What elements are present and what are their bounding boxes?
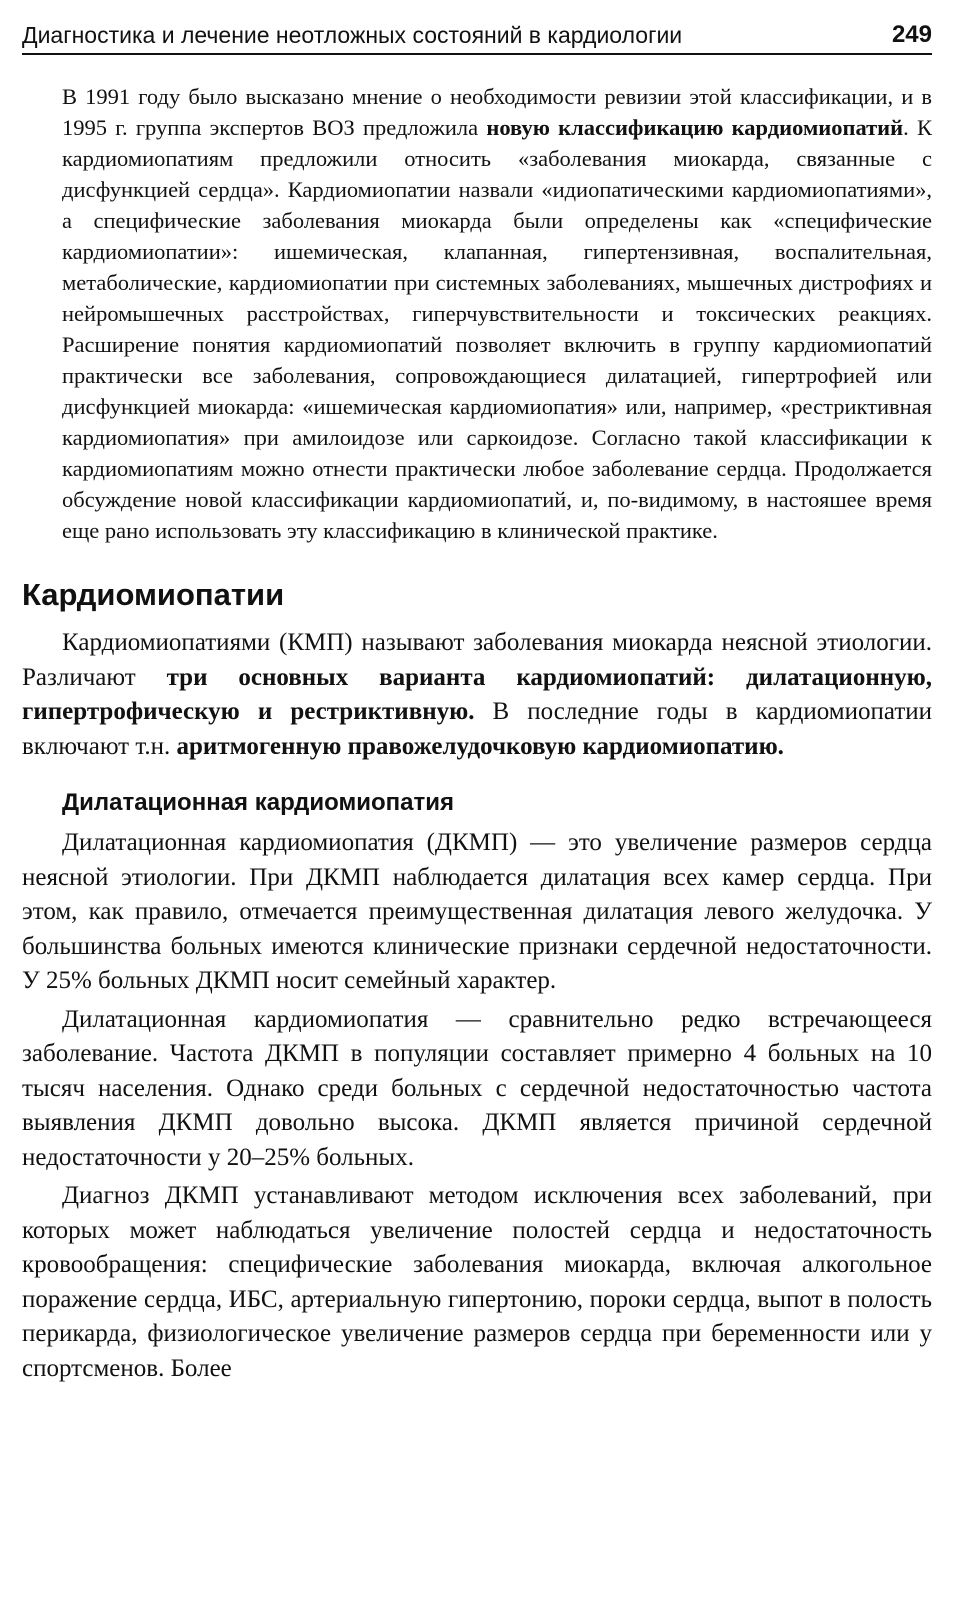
intro-text-part2: . К кардиомиопатиям предложили относить «заболевания миокарда, связанные с дисфункцией сердца». Кардиомиопатии назвали «идиопатическими кардиомиопатиями», а специфические заболевания миокарда были определены как «специфические кардиомиопатии»: ишемическая, клапанная, гипертензивная, воспалительная, метаболические, кардиомиопатии при системных заболеваниях, мышечных дистрофиях и нейромышечных расстройствах, гиперчувствительности и токсических реакциях. Расширение понятия кардиомиопатий позволяет включить в группу кардиомиопатий практически все заболевания, сопровождающиеся дилатацией, гипертрофией или дисфункцией миокарда: «ишемическая кардиомиопатия» или, например, «рестриктивная кардиомиопатия» при амилоидозе или саркоидозе. Согласно такой классификации к кардиомиопатиям можно отнести практически любое заболевание сердца. Продолжается обсуждение новой классификации кардиомиопатий, и, по-видимому, в настояшее время еще рано использовать эту классификацию в клинической практике. [62, 115, 932, 543]
running-head-title: Диагностика и лечение неотложных состояний в кардиологии [22, 22, 683, 48]
subsection-paragraph-3: Диагноз ДКМП устанавливают методом исключения всех заболеваний, при которых может наблюдаться увеличение полостей сердца и недостаточность кровообращения: специфические заболевания миокарда, включая алкогольное поражение сердца, ИБС, артериальную гипертонию, пороки сердца, выпот в полость перикарда, физиологическое увеличение размеров сердца при беременности или у спортсменов. Более [22, 1182, 932, 1382]
section-bold-variants: три основных варианта кардиомиопатий: дилатационную, гипертрофическую и рестриктивную. [22, 663, 933, 725]
subsection-paragraph-2: Дилатационная кардиомиопатия — сравнительно редко встречающееся заболевание. Частота ДКМП в популяции составляет примерно 4 больных на 10 тысяч населения. Однако среди больных с сердечной недостаточностью частота выявления ДКМП довольно высока. ДКМП является причиной сердечной недостаточности у 20–25% больных. [22, 1005, 932, 1171]
intro-text-part1: В 1991 году было высказано мнение о необходимости ревизии этой классификации, и в 1995 г. группа экспертов ВОЗ предложила [62, 84, 932, 140]
section-paragraph [22, 626, 932, 764]
page-number: 249 [891, 21, 932, 48]
section-text-part2: В последние годы в кардиомиопатии включают т.н. [22, 698, 933, 760]
intro-bold-term: новую классификацию кардиомиопатий [486, 115, 904, 140]
subsection-heading: Дилатационная кардиомиопатия [62, 789, 455, 816]
intro-paragraph [62, 81, 932, 546]
running-head [22, 20, 932, 55]
section-bold-arvc: аритмогенную правожелудочковую кардиомиопатию. [176, 732, 784, 760]
subsection-paragraph-1: Дилатационная кардиомиопатия (ДКМП) — это увеличение размеров сердца неясной этиологии. При ДКМП наблюдается дилатация всех камер сердца. При этом, как правило, отмечается преимущественная дилатация левого желудочка. У большинства больных имеются клинические признаки сердечной недостаточности. У 25% больных ДКМП носит семейный характер. [22, 829, 932, 994]
section-text-part1: Кардиомиопатиями (КМП) называют заболевания миокарда неясной этиологии. Различают [22, 629, 932, 691]
section-heading: Кардиомиопатии [22, 577, 285, 612]
book-page [22, 20, 932, 1386]
